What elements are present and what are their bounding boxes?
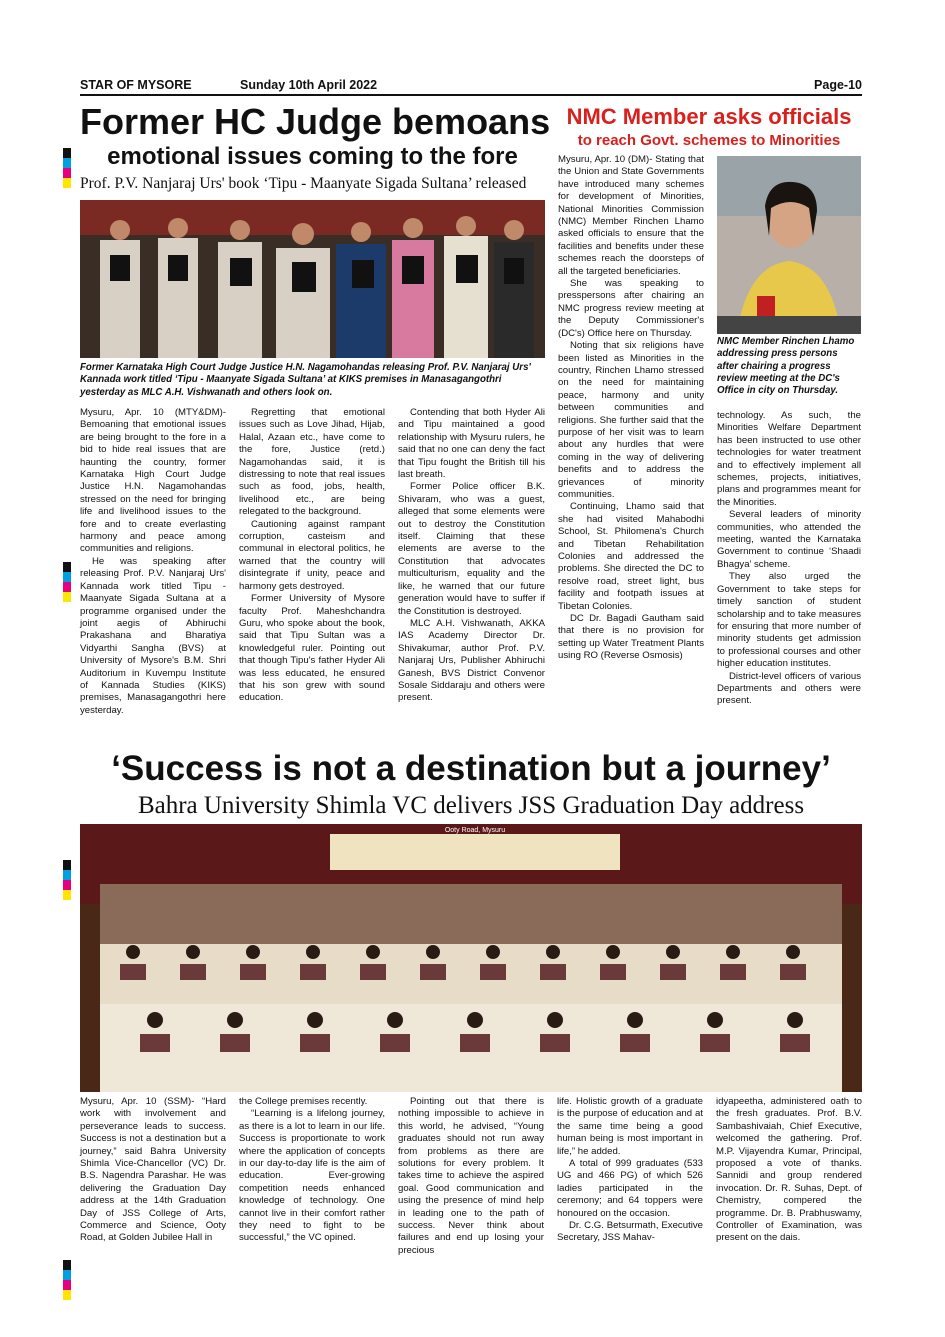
registration-mark — [63, 582, 71, 592]
story3-deck: Bahra University Shimla VC delivers JSS Graduation Day address — [137, 792, 805, 819]
paragraph: He was speaking after releasing Prof. P.V. Nanjaraj Urs' Kannada work titled Tipu - Maanyate Sigada Sultana at a programme organised under the joint aegis of Abhiruchi Prakashana and Bharatiya Vidyarthi Sangha (BVS) at University of Mysore's B.M. Shri Auditorium in Kuvempu Institute of Kannada Studies (KIKS) premises, Manasagangothri here yesterday. — [80, 555, 226, 716]
paragraph: Former University of Mysore faculty Prof. Maheshchandra Guru, who spoke about the book, said that Tipu Sultan was a knowledgeful ruler. Pointing out that though Tipu's father Hyder Ali was less educated, he ensured that his son grew with sound education. — [239, 593, 385, 704]
registration-mark — [63, 572, 71, 582]
story2-headline: NMC Member asks officials — [566, 104, 852, 129]
story3-column-1 — [80, 1096, 226, 1245]
story3-column-4 — [557, 1096, 703, 1245]
story1-column-2 — [239, 407, 385, 705]
registration-mark — [63, 168, 71, 178]
banner-caption: Ooty Road, Mysuru — [444, 827, 506, 834]
paragraph: Mysuru, Apr. 10 (MTY&DM)- Bemoaning that emotional issues are being brought to the fore in a bid to hide real issues that are haunting the country, former Karnataka High Court Judge Justice H.N. Nagamohandas stressed on the need for bringing life and livelihood issues to the fore and to create everlasting harmony and peace among communities and religions. — [80, 407, 226, 555]
story1-column-3 — [398, 407, 545, 705]
paper-name: STAR OF MYSORE — [80, 78, 192, 92]
story2-column-1 — [558, 154, 704, 663]
registration-mark — [63, 1270, 71, 1280]
story1-subhead: emotional issues coming to the fore — [107, 143, 518, 170]
registration-mark — [63, 158, 71, 168]
page-header — [80, 78, 862, 96]
paragraph: DC Dr. Bagadi Gautham said that there is no provision for setting up Water Treatment Plants using RO (Reverse Osmosis) — [558, 613, 704, 662]
story2-caption: NMC Member Rinchen Lhamo addressing press persons after chairing a progress review meeting at the DC's Office in city on Thursday. — [717, 336, 855, 397]
paragraph: Mysuru, Apr. 10 (DM)- Stating that the Union and State Governments have introduced many schemes for development of Minorities, National Minorities Commission (NMC) Member Rinchen Lhamo asked officials to ensure that the facilities and benefits under these schemes reach the doorsteps of all the targeted beneficiaries. — [558, 154, 704, 277]
paragraph: Several leaders of minority communities, who attended the meeting, wanted the Karnataka Government to continue ‘Shaadi Bhagya’ scheme. — [717, 509, 861, 570]
story3-column-5 — [716, 1096, 862, 1245]
story3-headline: ‘Success is not a destination but a journey’ — [111, 749, 831, 788]
registration-mark — [63, 592, 71, 602]
paragraph: Mysuru, Apr. 10 (SSM)- “Hard work with involvement and perseverance leads to success. Success is not a destination but a journey,” said Bahra University Shimla Vice-Chancellor (VC) Dr. B.S. Nagendra Parashar. He was delivering the Graduation Day address at the 14th Graduation Day of JSS College of Arts, Commerce and Science, Ooty Road, at Golden Jubilee Hall in — [80, 1096, 226, 1244]
paragraph: She was speaking to presspersons after chairing an NMC progress review meeting at the Deputy Commissioner's (DC's) Office here on Thursday. — [558, 278, 704, 339]
paragraph: District-level officers of various Departments and others were present. — [717, 670, 861, 707]
paragraph: Dr. C.G. Betsurmath, Executive Secretary, JSS Mahav- — [557, 1220, 703, 1244]
registration-mark — [63, 890, 71, 900]
story2-subhead: to reach Govt. schemes to Minorities — [577, 132, 841, 149]
registration-mark — [63, 1260, 71, 1270]
story3-column-3 — [398, 1096, 544, 1257]
registration-mark — [63, 870, 71, 880]
graduation-photo — [80, 824, 862, 1092]
paragraph: MLC A.H. Vishwanath, AKKA IAS Academy Director Dr. Shivakumar, author Prof. P.V. Nanjaraj Urs, Publisher Abhiruchi Ganesh, BVS District Convenor Sosale Siddaraju and others were present. — [398, 617, 545, 704]
book-release-photo — [80, 200, 545, 358]
paragraph: the College premises recently. — [239, 1096, 368, 1107]
paragraph: idyapeetha, administered oath to the fresh graduates. Prof. B.V. Sambashivaiah, Chief Executive, welcomed the gathering. Prof. M.P. Vijayendra Kumar, Principal, proposed a vote of thanks. Sannidi and group rendered invocation. Dr. R. Suhas, Dept. of Chemistry, compered the programme. Dr. B. Prabhuswamy, Controller of Examination, was present on the dais. — [716, 1096, 862, 1244]
page-number: Page-10 — [814, 78, 862, 92]
registration-mark — [63, 562, 71, 572]
paragraph: technology. As such, the Minorities Welfare Department has been instructed to use other technologies for water treatment and to effectively implement all schemes, projects, initiatives, plans and programmes meant for the Minorities. — [717, 410, 861, 508]
paragraph: Former Police officer B.K. Shivaram, who was a guest, alleged that some elements were out to destroy the Constitution itself. Claiming that these elements are averse to the Constitution that advocates multiculturism, equality and the like, he warned that our future generation would have to suffer if the Constitution is destroyed. — [398, 481, 545, 617]
story3-column-2 — [239, 1096, 385, 1245]
paragraph: “Learning is a lifelong journey, as there is a lot to learn in our life. Success is proportionate to work where the application of concepts in our day-to-day life is the aim of education. Ever-growing competition needs enhanced knowledge of technology. One cannot live in their comfort rather they need to fight to be successful,” the VC opined. — [239, 1108, 385, 1244]
paragraph: Continuing, Lhamo said that she had visited Mahabodhi School, St. Philomena's Church and Tibetan Rehabilitation Colonies and addressed the problems. She directed the DC to resolve road, street light, bus facility and footpath issues at Tibetan Colonies. — [558, 501, 704, 612]
story1-headline: Former HC Judge bemoans — [80, 101, 551, 142]
story2-column-2 — [717, 410, 861, 708]
paragraph: A total of 999 graduates (533 UG and 466 PG) of which 526 ladies participated in the ceremony; and 64 toppers were honoured on the occasion. — [557, 1158, 703, 1219]
registration-mark — [63, 148, 71, 158]
paragraph: Contending that both Hyder Ali and Tipu maintained a good relationship with Mysuru rulers, he said that no one can deny the fact that Tipu fought the British till his last breath. — [398, 407, 545, 481]
story1-caption: Former Karnataka High Court Judge Justice H.N. Nagamohandas releasing Prof. P.V. Nanjaraj Urs' Kannada work titled ‘Tipu - Maanyate Sigada Sultana’ at KIKS premises in Manasagangothri yesterday as MLC A.H. Vishwanath and others look on. — [80, 362, 531, 398]
paragraph: Cautioning against rampant corruption, casteism and communal in electoral politics, he warned that the country will disintegrate if unity, peace and harmony gets destroyed. — [239, 518, 385, 592]
paragraph: Regretting that emotional issues such as Love Jihad, Hijab, Halal, Azaan etc., have come to the fore, Justice (retd.) Nagamohandas said, it is distressing to note that real issues such as food, jobs, health, livelihood etc., are being relegated to the background. — [239, 407, 385, 518]
registration-mark — [63, 178, 71, 188]
story1-deck: Prof. P.V. Nanjaraj Urs' book ‘Tipu - Maanyate Sigada Sultana’ released — [80, 175, 527, 192]
paragraph: life. Holistic growth of a graduate is the purpose of education and at the same time being a good human being is most important in life,” he added. — [557, 1096, 703, 1157]
story1-column-1 — [80, 407, 226, 717]
paragraph: They also urged the Government to take steps for timely sanction of student scholarship and to take measures for ensuring that more number of minority students get admission to professional courses and other higher education institutes. — [717, 571, 861, 670]
registration-mark — [63, 880, 71, 890]
issue-date: Sunday 10th April 2022 — [240, 78, 378, 92]
paragraph: Noting that six religions have been listed as Minorities in the country, Rinchen Lhamo stressed on the need for maintaining peace, harmony and unity between communities and religions. She further said that the purpose of her visit was to learn about any hurdles that were coming in the way of delivering benefits and to address the grievances of minority communities. — [558, 340, 704, 500]
registration-mark — [63, 860, 71, 870]
registration-mark — [63, 1280, 71, 1290]
registration-mark — [63, 1290, 71, 1300]
paragraph: Pointing out that there is nothing impossible to achieve in this world, he advised, “Young graduates should not run away from problems as there are solutions for every problem. It takes time to achieve the aspired goal. Good communication and using the presence of mind help in leading one to the path of success. Never think about failures and end up losing your precious — [398, 1096, 544, 1256]
nmc-member-photo — [717, 156, 861, 334]
